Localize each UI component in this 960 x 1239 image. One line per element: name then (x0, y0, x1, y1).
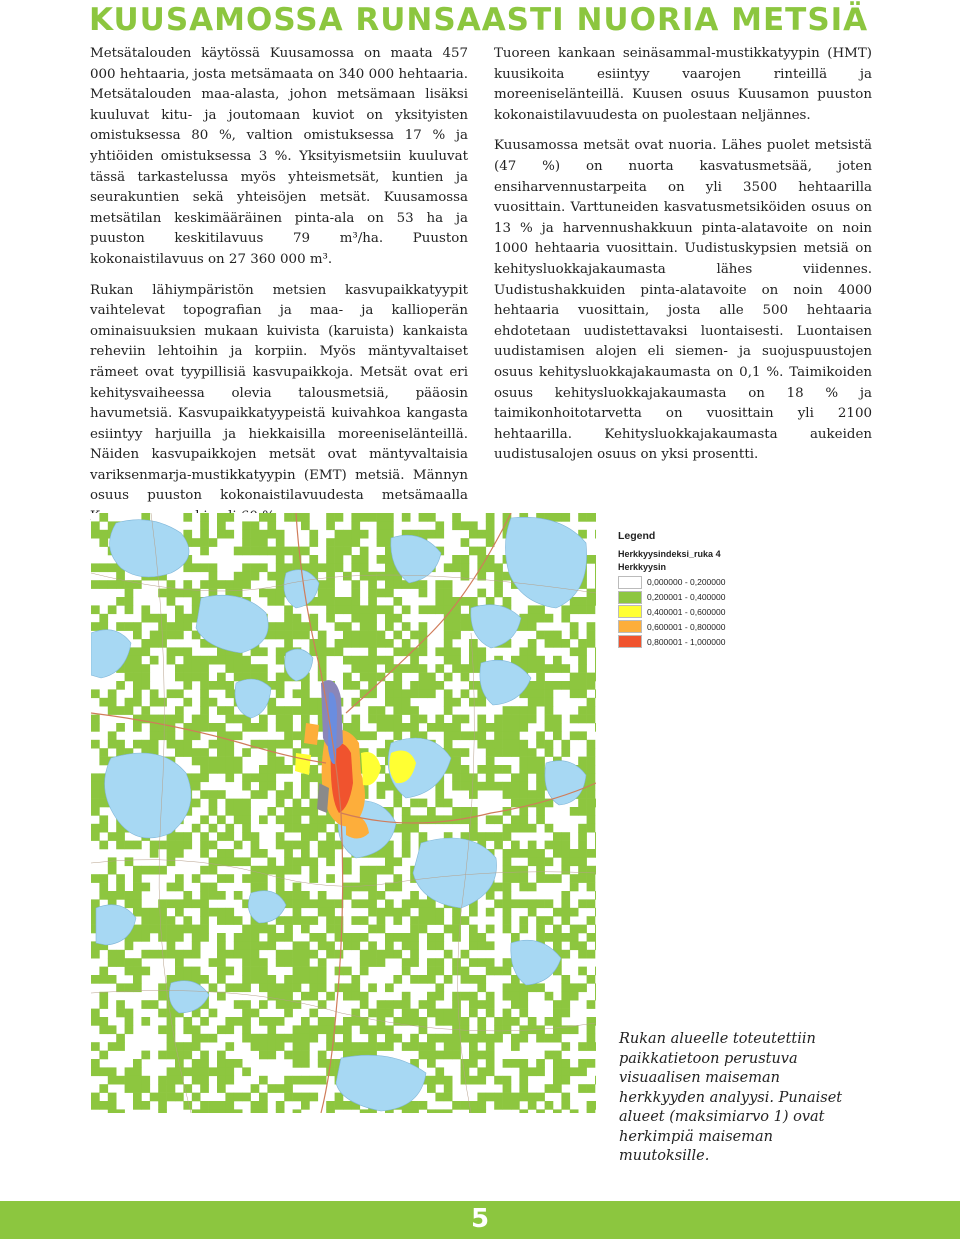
legend-field-name: Herkkyysin (618, 562, 667, 572)
legend-swatch (618, 591, 642, 604)
page-title: KUUSAMOSSA RUNSAASTI NUORIA METSIÄ (89, 2, 869, 38)
legend-range-label: 0,400001 - 0,600000 (647, 606, 726, 617)
legend-title: Legend (618, 530, 656, 542)
legend-item (618, 575, 818, 590)
legend-item (618, 605, 818, 620)
legend-swatch (618, 620, 642, 633)
legend-swatch (618, 576, 642, 589)
legend-item (618, 634, 818, 649)
legend-range-label: 0,800001 - 1,000000 (647, 636, 726, 647)
legend-range-label: 0,000000 - 0,200000 (647, 577, 726, 588)
paragraph: Rukan lähiympäristön metsien kasvupaikkatyypit vaihtelevat topografian ja maa- ja kallioperän ominaisuuksien mukaan kuivista (karuista) kankaista reheviin lehtoihin ja korpiin. Myös mäntyvaltaiset rämeet ovat tyypillisiä kasvupaikkoja. Metsät ovat eri kehitysvaiheessa olevia talousmetsiä, pääosin havumetsiä. Kasvupaikkatyypeistä kuivahkoa kangasta esiintyy harjuilla ja hiekkaisilla moreeniselänteillä. Näiden kasvupaikkojen metsät ovat mäntyvaltaisia variksenmarja-mustikkatyypin (EMT) metsiä. Männyn osuus puuston kokonaistilavuudesta metsämaalla (90, 282, 468, 504)
map-caption: Rukan alueelle toteutettiin paikkatietoon perustuva visuaalisen maiseman herkkyyden analyysi. Punaiset alueet (maksimiarvo 1) ovat herkimpiä maiseman muutoksille. (619, 1031, 843, 1164)
left-column (90, 44, 468, 538)
sensitivity-map (91, 513, 596, 1113)
paragraph: Kuusamossa metsät ovat nuoria. Lähes puolet metsistä (47 %) on nuorta kasvatusmetsää, joten ensiharvennustarpeita on yli 3500 hehtaarilla vuosittain. Varttuneiden kasvatusmetsiköiden osuus on 13 % ja harvennushakkuun pinta-alatavoite on noin 1000 hehtaaria vuosittain. Uudistuskypsien metsiä on kehitysluokkajakaumasta lähes viidennes. Uudistushakkuiden pinta-alatavoite on noin 4000 hehtaaria vuosittain, josta alle 500 hehtaaria ehdotetaan uudistettavaksi luontaisesti. Luontaisen uudistamisen alojen eli siemen- ja suojuspuustojen osuus kehitysluokkajakaumasta on 0,1 %. Taimikoiden osuus kehitysluokkajakaumasta on 18 % ja taimikonhoitotarvetta on vuosittain yli 2100 hehtaarilla. Kehitysluokkajakaumasta aukeiden uudistusalojen osuus on yksi prosentti. (494, 138, 872, 463)
legend-swatch (618, 605, 642, 618)
legend-range-label: 0,200001 - 0,400000 (647, 592, 726, 603)
legend-item (618, 590, 818, 605)
right-column (494, 44, 872, 476)
paragraph: Metsätalouden käytössä Kuusamossa on maata 457 000 hehtaaria, josta metsämaata on 340 000 hehtaaria. Metsätalouden maa-alasta, johon metsämaan lisäksi kuuluvat kitu- ja joutomaan kuviot on yksityisten omistuksessa 80 %, valtion omistuksessa 17 % ja yhtiöiden omistuksessa 3 %. Yksityismetsiin kuuluvat tässä tarkastelussa myös yhteismetsät, kuntien ja seurakuntien sekä yhteisöjen metsät. Kuusamossa metsätilan keskimääräinen pinta-ala on 53 ha ja puuston keskitilavuus 79 m³/ha. Puuston kokonaistilavuus on 27 360 000 m³. (90, 46, 468, 267)
map-legend (618, 530, 818, 649)
legend-item (618, 619, 818, 634)
page-number: 5 (470, 1204, 490, 1234)
legend-swatch (618, 635, 642, 648)
legend-layer-name: Herkkyysindeksi_ruka 4 (618, 549, 721, 559)
paragraph: Tuoreen kankaan seinäsammal-mustikkatyypin (HMT) kuusikoita esiintyy vaarojen rinteillä ja moreeniselänteillä. Kuusen osuus Kuusamon puuston kokonaistilavuudesta on puolestaan neljännes. (494, 46, 872, 123)
legend-items (618, 575, 818, 649)
footer-bar (0, 1201, 960, 1239)
legend-range-label: 0,600001 - 0,800000 (647, 621, 726, 632)
